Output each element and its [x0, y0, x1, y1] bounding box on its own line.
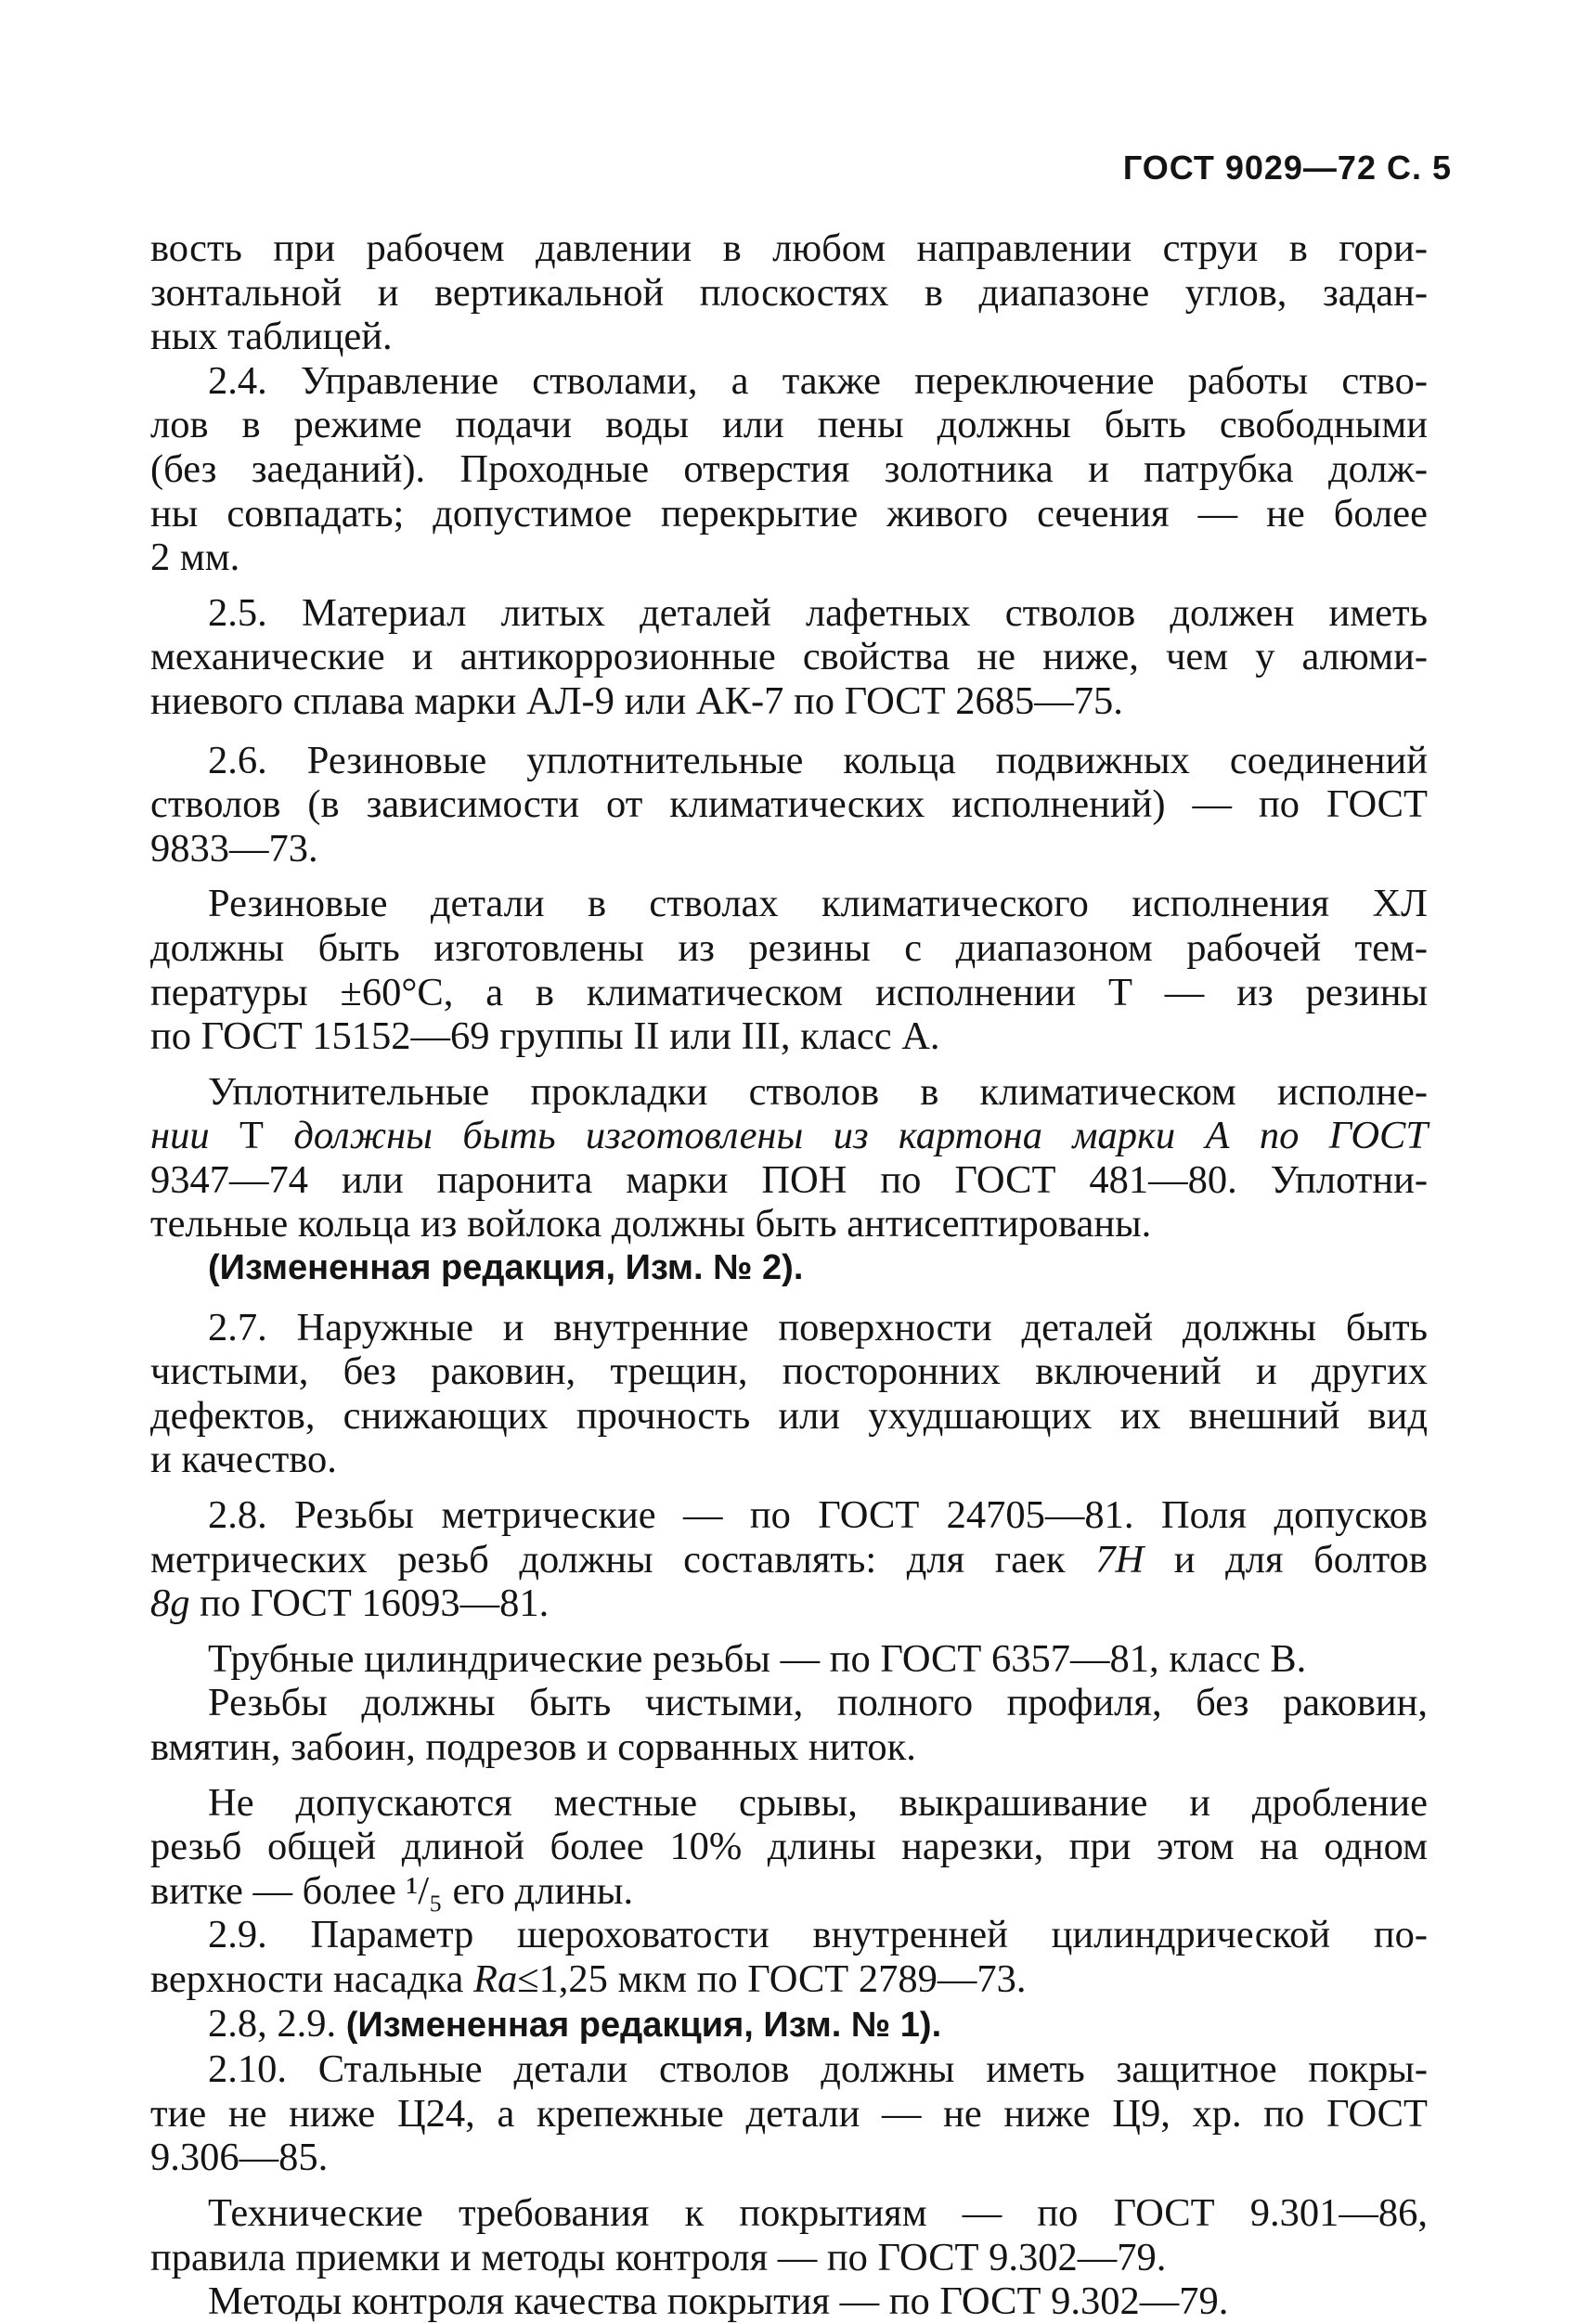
- text-line: и качество.: [150, 1438, 337, 1482]
- text-line: тельные кольца из войлока должны быть антисептированы.: [150, 1202, 1152, 1246]
- italic-text: 8g: [150, 1582, 190, 1626]
- paragraph-coating-requirements: [150, 2191, 1428, 2279]
- text-line: 2.6. Резиновые уплотнительные кольца подвижных соединений: [208, 738, 1428, 782]
- paragraph-2-8: [150, 1493, 1428, 1626]
- page-header: ГОСТ 9029—72 С. 5: [1122, 148, 1452, 187]
- text-run: по ГОСТ 16093—81.: [189, 1582, 550, 1626]
- text-line: тие не ниже Ц24, а крепежные детали — не ниже Ц9, хр. по ГОСТ: [150, 2091, 1428, 2136]
- text-line: стволов (в зависимости от климатических исполнений) — по ГОСТ: [150, 782, 1428, 827]
- text-line: вмятин, забоин, подрезов и сорванных ниток.: [150, 1725, 916, 1769]
- text-line: зонтальной и вертикальной плоскостях в диапазоне углов, задан-: [150, 270, 1428, 315]
- text-run: ≤1,25 мкм по ГОСТ 2789—73.: [517, 1956, 1027, 2001]
- paragraph-coating-control: [150, 2279, 1428, 2324]
- paragraph-rubber-parts: [150, 882, 1428, 1058]
- paragraph-pipe-threads: [150, 1637, 1428, 1682]
- italic-text: Ra: [473, 1956, 518, 2001]
- paragraph-amendment-2: [150, 1246, 1428, 1291]
- paragraph-2-5: [150, 591, 1428, 724]
- text-run: 2.8, 2.9.: [208, 2001, 346, 2046]
- text-run: Т: [209, 1114, 294, 1158]
- text-line: дефектов, снижающих прочность или ухудшающих их внешний вид: [150, 1393, 1428, 1438]
- text-line: 2.9. Параметр шероховатости внутренней цилиндрической по-: [208, 1913, 1428, 1957]
- text-line: 9833—73.: [150, 826, 318, 871]
- text-line: ных таблицей.: [150, 315, 393, 359]
- text-line: по ГОСТ 15152—69 группы II или III, класс А.: [150, 1014, 940, 1059]
- paragraph-2-10: [150, 2047, 1428, 2180]
- text-line: ниевого сплава марки АЛ-9 или АК-7 по ГОСТ 2685—75.: [150, 678, 1123, 723]
- text-line: [150, 2002, 1428, 2048]
- text-line: [150, 1957, 1428, 2002]
- text-line: 2.5. Материал литых деталей лафетных стволов должен иметь: [208, 590, 1428, 635]
- text-run: метрических резьб должны составлять: для гаек: [150, 1537, 1096, 1582]
- text-line: Не допускаются местные срывы, выкрашивание и дробление: [208, 1780, 1428, 1825]
- text-line: механические и антикоррозионные свойства не ниже, чем у алюми-: [150, 635, 1428, 679]
- text-line: правила приемки и методы контроля — по ГОСТ 9.302—79.: [150, 2235, 1167, 2279]
- text-run: и для болтов: [1144, 1537, 1428, 1582]
- text-line: витке — более ¹/₅ его длины.: [150, 1868, 634, 1913]
- text-line: [150, 1582, 1428, 1626]
- amendment-note: (Измененная редакция, Изм. № 1).: [345, 2005, 942, 2045]
- paragraph-thread-defects: [150, 1781, 1428, 1914]
- text-line: (без заеданий). Проходные отверстия золотника и патрубка долж-: [150, 446, 1428, 491]
- text-line: 2.4. Управление стволами, а также переключение работы ство-: [208, 358, 1428, 403]
- amendment-note: (Измененная редакция, Изм. № 2).: [208, 1248, 804, 1288]
- text-line: 9.306—85.: [150, 2136, 329, 2180]
- paragraph-continuation: [150, 226, 1428, 359]
- document-body: [150, 226, 1428, 2324]
- paragraph-gaskets: [150, 1070, 1428, 1246]
- text-line: 2.8. Резьбы метрические — по ГОСТ 24705—81. Поля допусков: [208, 1493, 1428, 1538]
- paragraph-2-9: [150, 1913, 1428, 2001]
- paragraph-amendment-1: [150, 2002, 1428, 2048]
- text-line: 9347—74 или паронита марки ПОН по ГОСТ 481—80. Уплотни-: [150, 1157, 1428, 1202]
- text-line: резьб общей длиной более 10% длины нарезки, при этом на одном: [150, 1825, 1428, 1869]
- text-line: Резьбы должны быть чистыми, полного профиля, без раковин,: [208, 1681, 1428, 1725]
- text-line: 2.7. Наружные и внутренние поверхности деталей должны быть: [208, 1305, 1428, 1349]
- text-line: 2.10. Стальные детали стволов должны иметь защитное покры-: [208, 2047, 1428, 2092]
- text-line: должны быть изготовлены из резины с диапазоном рабочей тем-: [150, 925, 1428, 970]
- text-line: пературы ±60°С, а в климатическом исполнении Т — из резины: [150, 970, 1428, 1014]
- text-line: [150, 1538, 1428, 1582]
- text-line: чистыми, без раковин, трещин, посторонних включений и других: [150, 1349, 1428, 1394]
- paragraph-2-7: [150, 1306, 1428, 1482]
- text-line: Методы контроля качества покрытия — по ГОСТ 9.302—79.: [208, 2279, 1229, 2324]
- text-line: Трубные цилиндрические резьбы — по ГОСТ 6357—81, класс В.: [208, 1636, 1307, 1681]
- text-line: 2 мм.: [150, 536, 240, 580]
- text-line: вость при рабочем давлении в любом направлении струи в гори-: [150, 226, 1428, 270]
- text-line: Технические требования к покрытиям — по ГОСТ 9.301—86,: [208, 2190, 1428, 2235]
- italic-text: нии: [150, 1114, 210, 1158]
- text-run: верхности насадка: [150, 1956, 474, 2001]
- paragraph-2-4: [150, 359, 1428, 580]
- text-line: ны совпадать; допустимое перекрытие живого сечения — не более: [150, 491, 1428, 536]
- text-line: Резиновые детали в стволах климатического исполнения ХЛ: [208, 882, 1428, 926]
- paragraph-2-6: [150, 739, 1428, 872]
- text-line: Уплотнительные прокладки стволов в климатическом исполне-: [208, 1069, 1428, 1114]
- paragraph-thread-quality: [150, 1681, 1428, 1769]
- text-line: [150, 1114, 1428, 1158]
- italic-text: должны быть изготовлены из картона марки А по ГОСТ: [293, 1114, 1429, 1158]
- italic-text: 7H: [1095, 1537, 1145, 1582]
- text-line: лов в режиме подачи воды или пены должны быть свободными: [150, 403, 1428, 447]
